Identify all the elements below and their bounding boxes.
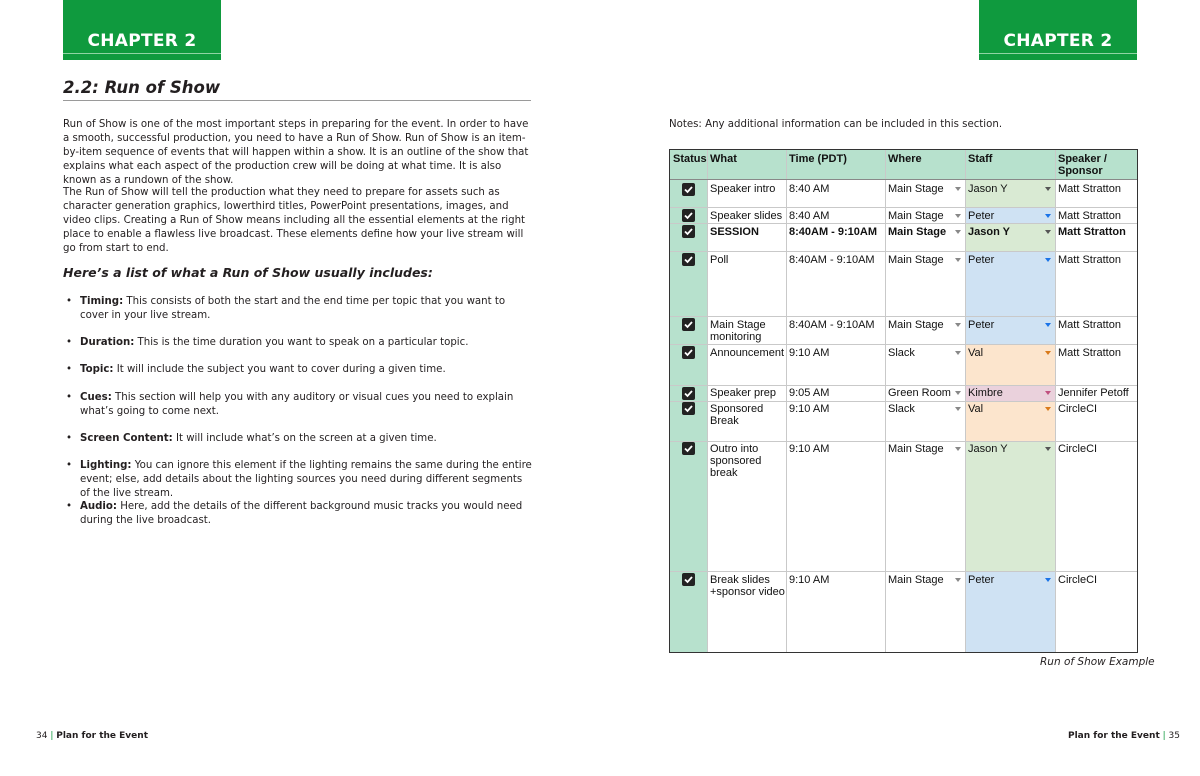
- status-checkbox[interactable]: [682, 442, 695, 455]
- bullet-text: Here, add the details of the different background music tracks you would need during the live broadcast.: [80, 501, 523, 526]
- cell-where[interactable]: Slack: [888, 403, 915, 415]
- cell-speaker: CircleCI: [1058, 403, 1098, 415]
- bullet-audio: • Audio: Here, add the details of the different background music tracks you would need during the live broadcast.: [66, 501, 523, 526]
- cell-time: 8:40AM - 9:10AM: [789, 254, 875, 266]
- cell-what: Speaker slides: [710, 210, 783, 222]
- dropdown-arrow-icon[interactable]: [955, 230, 961, 234]
- cell-speaker: Matt Stratton: [1058, 226, 1126, 238]
- footer-right: Plan for the Event | 35: [1068, 731, 1180, 741]
- cell-what: Main Stage: [710, 319, 766, 331]
- status-checkbox[interactable]: [682, 225, 695, 238]
- cell-staff[interactable]: Val: [968, 403, 984, 415]
- bullet-screen-content: • Screen Content: It will include what’s on the screen at a given time.: [66, 433, 437, 444]
- dropdown-arrow-icon[interactable]: [955, 391, 961, 395]
- cell-speaker: Matt Stratton: [1058, 347, 1121, 359]
- assets-paragraph: The Run of Show will tell the production what they need to prepare for assets such as character generation graphics, lowerthird titles, PowerPoint presentations, images, and video clips. Creating a Run of Show means including all the essential elements at the right place to enable a flawless live broadcast. These elements define how your live stream will go from start to end.: [63, 187, 526, 254]
- grid-line: [670, 441, 1138, 442]
- cell-staff[interactable]: Jason Y: [968, 226, 1010, 238]
- header-staff: Staff: [968, 153, 993, 165]
- cell-time: 8:40AM - 9:10AM: [789, 226, 878, 238]
- dropdown-arrow-icon[interactable]: [1045, 187, 1051, 191]
- cell-what: Sponsored: [710, 403, 764, 415]
- grid-line: [670, 571, 1138, 572]
- cell-staff[interactable]: Jason Y: [968, 183, 1008, 195]
- status-checkbox[interactable]: [682, 346, 695, 359]
- footer-title-right: Plan for the Event: [1068, 731, 1160, 741]
- dropdown-arrow-icon[interactable]: [955, 351, 961, 355]
- bullet-text: It will include what’s on the screen at a given time.: [172, 433, 437, 444]
- chapter-tab-rule-left: [63, 53, 221, 54]
- cell-staff[interactable]: Peter: [968, 319, 995, 331]
- cell-staff[interactable]: Peter: [968, 254, 995, 266]
- bullet-text: This is the time duration you want to speak on a particular topic.: [134, 337, 469, 348]
- cell-where[interactable]: Main Stage: [888, 443, 944, 455]
- cell-what: Announcement: [710, 347, 784, 359]
- chapter-tab-rule-right: [979, 53, 1137, 54]
- bullet-term: Topic:: [80, 364, 114, 375]
- run-of-show-table: [669, 149, 1138, 653]
- status-checkbox[interactable]: [682, 253, 695, 266]
- cell-where[interactable]: Green Room: [888, 387, 951, 399]
- section-title-rule: [63, 100, 531, 101]
- dropdown-arrow-icon[interactable]: [1045, 214, 1051, 218]
- dropdown-arrow-icon[interactable]: [955, 258, 961, 262]
- notes-text: Notes: Any additional information can be included in this section.: [669, 119, 1003, 130]
- cell-what: SESSION: [710, 226, 759, 238]
- cell-where[interactable]: Main Stage: [888, 574, 944, 586]
- cell-what-line2: sponsored: [710, 455, 762, 467]
- bullet-term: Lighting:: [80, 460, 132, 471]
- chapter-tab-left: [63, 0, 221, 60]
- intro-paragraph: Run of Show is one of the most important steps in preparing for the event. In order to have a smooth, successful production, you need to have a Run of Show. Run of Show is an item-by-item sequence of events that will happen within a show. It is an outline of the show that explains what each aspect of the production crew will be doing at what time. It is also known as a rundown of the show.: [63, 119, 529, 186]
- cell-what: Outro into: [710, 443, 759, 455]
- dropdown-arrow-icon[interactable]: [1045, 230, 1051, 234]
- staff-cell-bg: [965, 441, 1055, 571]
- cell-staff[interactable]: Jason Y: [968, 443, 1008, 455]
- bullet-duration: • Duration: This is the time duration you want to speak on a particular topic.: [66, 337, 469, 348]
- page-number-right: 35: [1168, 731, 1180, 741]
- cell-time: 8:40 AM: [789, 183, 830, 195]
- grid-line: [670, 385, 1138, 386]
- grid-line: [670, 316, 1138, 317]
- cell-staff[interactable]: Peter: [968, 574, 995, 586]
- cell-time: 9:10 AM: [789, 347, 830, 359]
- dropdown-arrow-icon[interactable]: [1045, 391, 1051, 395]
- footer-title-left: Plan for the Event: [56, 731, 148, 741]
- list-heading: Here’s a list of what a Run of Show usually includes:: [63, 265, 433, 280]
- grid-line: [670, 207, 1138, 208]
- bullet-term: Audio:: [80, 501, 117, 512]
- dropdown-arrow-icon[interactable]: [1045, 323, 1051, 327]
- chapter-tab-right: [979, 0, 1137, 60]
- cell-time: 9:10 AM: [789, 574, 830, 586]
- grid-line: [670, 401, 1138, 402]
- bullet-text: It will include the subject you want to cover during a given time.: [113, 364, 446, 375]
- cell-speaker: Jennifer Petoff: [1058, 387, 1129, 399]
- chapter-label-left: CHAPTER 2: [87, 31, 197, 51]
- cell-time: 9:10 AM: [789, 443, 830, 455]
- bullet-text: This consists of both the start and the end time per topic that you want to cover in your live stream.: [80, 296, 506, 321]
- bullet-term: Duration:: [80, 337, 135, 348]
- cell-time: 8:40 AM: [789, 210, 830, 222]
- bullet-text: This section will help you with any auditory or visual cues you need to explain what’s going to come next.: [80, 392, 514, 417]
- header-speaker-line1: Speaker /: [1058, 153, 1107, 165]
- cell-speaker: Matt Stratton: [1058, 319, 1121, 331]
- grid-line: [670, 179, 1138, 180]
- cell-time: 9:10 AM: [789, 403, 830, 415]
- cell-where[interactable]: Slack: [888, 347, 915, 359]
- footer-left: 34 | Plan for the Event: [36, 731, 148, 741]
- bullet-term: Cues:: [80, 392, 112, 403]
- status-checkbox[interactable]: [682, 209, 695, 222]
- page-number-left: 34: [36, 731, 48, 741]
- cell-where[interactable]: Main Stage: [888, 226, 947, 238]
- cell-speaker: CircleCI: [1058, 443, 1098, 455]
- cell-speaker: CircleCI: [1058, 574, 1098, 586]
- dropdown-arrow-icon[interactable]: [1045, 258, 1051, 262]
- dropdown-arrow-icon[interactable]: [1045, 407, 1051, 411]
- cell-where[interactable]: Main Stage: [888, 210, 944, 222]
- bullet-lighting: • Lighting: You can ignore this element if the lighting remains the same during the entire event; else, add details about the lighting sources you need during different segments of the live stream.: [66, 460, 532, 499]
- dropdown-arrow-icon[interactable]: [955, 447, 961, 451]
- chapter-label-right: CHAPTER 2: [1003, 31, 1113, 51]
- dropdown-arrow-icon[interactable]: [955, 578, 961, 582]
- grid-line: [670, 223, 1138, 224]
- cell-what: Speaker prep: [710, 387, 777, 399]
- dropdown-arrow-icon[interactable]: [1045, 578, 1051, 582]
- header-where: Where: [888, 153, 922, 165]
- bullet-text: You can ignore this element if the lighting remains the same during the entire event; else, add details about the lighting sources you need during different segments of the live stream.: [80, 460, 532, 499]
- cell-staff[interactable]: Val: [968, 347, 984, 359]
- bullet-cues: • Cues: This section will help you with any auditory or visual cues you need to explain what’s going to come next.: [66, 392, 514, 417]
- cell-what-line2: Break: [710, 415, 739, 427]
- section-title: 2.2: Run of Show: [63, 78, 221, 97]
- grid-line: [670, 344, 1138, 345]
- bullet-timing: • Timing: This consists of both the start and the end time per topic that you want to cover in your live stream.: [66, 296, 506, 321]
- cell-time: 9:05 AM: [789, 387, 830, 399]
- cell-staff[interactable]: Peter: [968, 210, 995, 222]
- header-speaker-line2: Sponsor: [1058, 165, 1103, 177]
- dropdown-arrow-icon[interactable]: [955, 214, 961, 218]
- cell-what-line3: break: [710, 467, 738, 479]
- cell-what: Speaker intro: [710, 183, 776, 195]
- dropdown-arrow-icon[interactable]: [1045, 351, 1051, 355]
- bullet-term: Timing:: [80, 296, 124, 307]
- cell-what-line2: monitoring: [710, 331, 762, 343]
- status-checkbox[interactable]: [682, 573, 695, 586]
- cell-speaker: Matt Stratton: [1058, 254, 1121, 266]
- cell-where[interactable]: Main Stage: [888, 319, 944, 331]
- figure-caption: Run of Show Example: [1040, 656, 1155, 668]
- grid-line: [670, 251, 1138, 252]
- bullet-topic: • Topic: It will include the subject you want to cover during a given time.: [66, 364, 446, 375]
- header-status: Status: [673, 153, 707, 165]
- cell-what: Break slides: [710, 574, 770, 586]
- header-time: Time (PDT): [789, 153, 847, 165]
- cell-speaker: Matt Stratton: [1058, 183, 1121, 195]
- cell-speaker: Matt Stratton: [1058, 210, 1121, 222]
- bullet-term: Screen Content:: [80, 433, 173, 444]
- cell-what: Poll: [710, 254, 729, 266]
- dropdown-arrow-icon[interactable]: [955, 407, 961, 411]
- cell-time: 8:40AM - 9:10AM: [789, 319, 875, 331]
- dropdown-arrow-icon[interactable]: [955, 323, 961, 327]
- header-what: What: [710, 153, 737, 165]
- dropdown-arrow-icon[interactable]: [1045, 447, 1051, 451]
- cell-what-line2: +sponsor video: [710, 586, 785, 598]
- cell-where[interactable]: Main Stage: [888, 254, 944, 266]
- status-checkbox[interactable]: [682, 402, 695, 415]
- status-checkbox[interactable]: [682, 387, 695, 400]
- status-checkbox[interactable]: [682, 318, 695, 331]
- cell-where[interactable]: Main Stage: [888, 183, 944, 195]
- status-checkbox[interactable]: [682, 183, 695, 196]
- dropdown-arrow-icon[interactable]: [955, 187, 961, 191]
- cell-staff[interactable]: Kimbre: [968, 387, 1003, 399]
